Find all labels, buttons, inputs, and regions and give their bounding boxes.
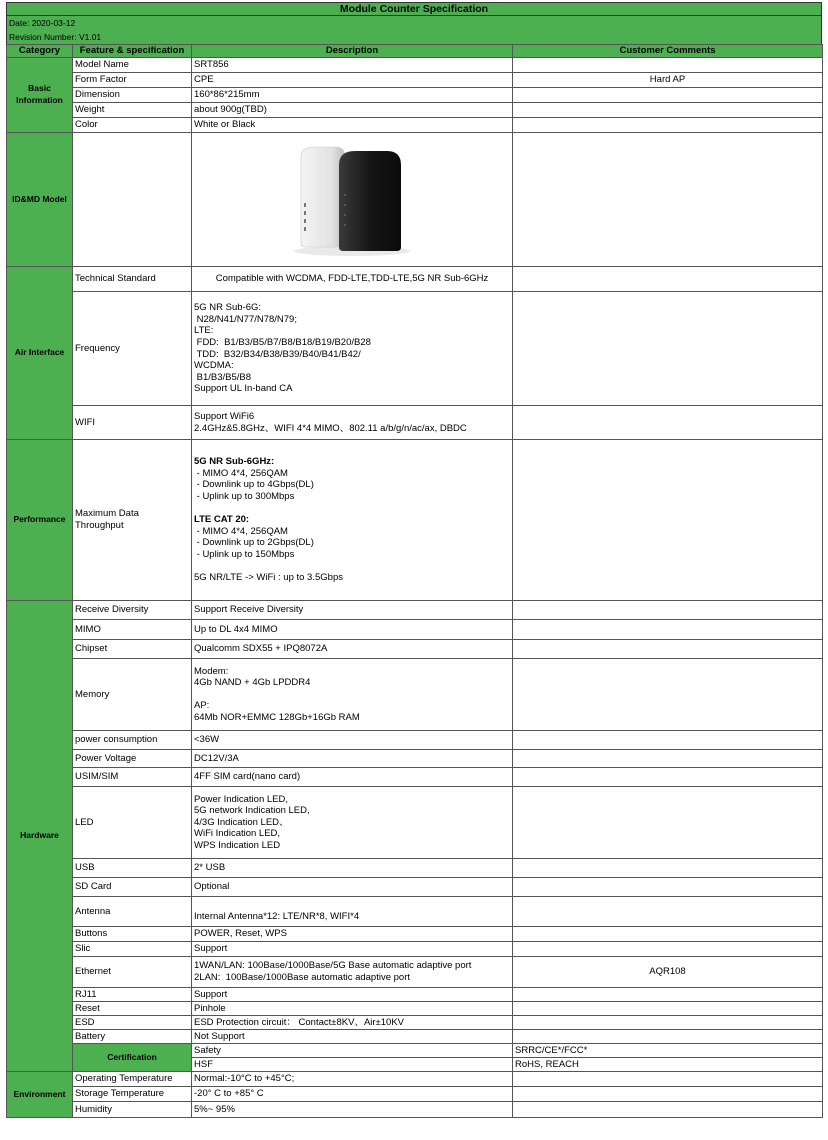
description-cell [192,957,513,988]
text-line: Support UL In-band CA [194,383,293,395]
description-cell: 2* USB [192,859,513,878]
comment-cell: Hard AP [513,73,823,88]
text-line: B1/B3/B5/B8 [194,371,252,383]
description-cell: Internal Antenna*12: LTE/NR*8, WIFI*4 [192,897,513,927]
description-cell: SRT856 [192,58,513,73]
category-hardware: Hardware [7,601,73,1072]
date-value: 2020-03-12 [31,18,76,28]
category-performance: Performance [7,440,73,601]
comment-cell [513,1087,823,1102]
comment-cell [513,659,823,731]
comment-cell [513,1102,823,1118]
comment-cell [513,1002,823,1016]
text-line: FDD: B1/B3/B5/B7/B8/B18/B19/B20/B28 [194,336,371,348]
comment-cell [513,897,823,927]
date-label: Date: [9,18,30,28]
revision-value: V1.01 [78,32,102,42]
table-row [7,988,823,1002]
text-line: 5G NR Sub-6GHz: [194,456,275,468]
feature-cell: Slic [73,942,192,957]
feature-cell: Humidity [73,1102,192,1118]
feature-cell: Maximum Data Throughput [73,440,192,601]
table-row [7,731,823,750]
text-line: 4Gb NAND + 4Gb LPDDR4 [194,677,311,689]
table-row [7,73,823,88]
comment-cell [513,58,823,73]
text-line: Modem: [194,665,229,677]
description-cell: CPE [192,73,513,88]
description-cell: Pinhole [192,1002,513,1016]
description-cell: POWER, Reset, WPS [192,927,513,942]
description-cell: Optional [192,878,513,897]
text-line: Support WiFi6 [194,410,255,422]
text-line: - Uplink up to 150Mbps [194,548,295,560]
description-cell: <36W [192,731,513,750]
feature-cell: Form Factor [73,73,192,88]
text-line: TDD: B32/B34/B38/B39/B40/B41/B42/ [194,348,361,360]
feature-cell: HSF [192,1058,513,1072]
feature-header: Feature & specification [73,45,192,58]
text-line: 1WAN/LAN: 100Base/1000Base/5G Base automatic adaptive port [194,960,472,972]
text-line: - Uplink up to 300Mbps [194,491,295,503]
description-cell: 5%~ 95% [192,1102,513,1118]
feature-cell: Receive Diversity [73,601,192,620]
table-row [7,440,823,601]
description-cell [192,787,513,859]
description-cell: Qualcomm SDX55 + IPQ8072A [192,640,513,659]
comment-cell [513,88,823,103]
table-row [7,640,823,659]
comment-cell [513,1030,823,1044]
description-cell: Support [192,942,513,957]
description-cell: Normal:-10°C to +45°C; [192,1072,513,1087]
spacer-line [194,503,510,515]
feature-cell: Model Name [73,58,192,73]
table-row [7,927,823,942]
feature-cell: Battery [73,1030,192,1044]
text-line: - MIMO 4*4, 256QAM [194,525,288,537]
table-row [7,620,823,640]
text-line: 2.4GHz&5.8GHz、WIFI 4*4 MIMO、802.11 a/b/g/n/ac/ax, DBDC [194,422,467,434]
description-cell: ESD Protection circuit： Contact±8KV、Air±10KV [192,1016,513,1030]
category-air-interface: Air Interface [7,267,73,440]
table-row [7,1087,823,1102]
comments-header: Customer Comments [513,45,823,58]
text-line: 4/3G Indication LED、 [194,816,289,828]
table-row [7,750,823,768]
comment-cell [513,942,823,957]
table-row [7,1016,823,1030]
text-line: - Downlink up to 4Gbps(DL) [194,479,314,491]
feature-cell: LED [73,787,192,859]
table-row [7,1102,823,1118]
feature-cell: Antenna [73,897,192,927]
comment-cell [513,988,823,1002]
description-cell: White or Black [192,118,513,133]
description-cell: RoHS, REACH [513,1058,823,1072]
comment-cell: AQR108 [513,957,823,988]
table-row [7,1002,823,1016]
comment-cell [513,103,823,118]
comment-cell [513,601,823,620]
table-row [7,1072,823,1087]
date-line [6,16,822,30]
feature-cell: SD Card [73,878,192,897]
table-row [7,118,823,133]
feature-cell: Frequency [73,292,192,406]
description-header: Description [192,45,513,58]
feature-cell: Color [73,118,192,133]
text-line: - MIMO 4*4, 256QAM [194,467,288,479]
text-line: 64Mb NOR+EMMC 128Gb+16Gb RAM [194,711,360,723]
text-line: WPS Indication LED [194,839,281,851]
category-id-md-model: ID&MD Model [7,133,73,267]
description-cell: about 900g(TBD) [192,103,513,118]
feature-cell [73,133,192,267]
comment-cell [513,640,823,659]
text-line: Power Indication LED, [194,793,288,805]
feature-cell: Ethernet [73,957,192,988]
description-cell: 160*86*215mm [192,88,513,103]
comment-cell [513,1016,823,1030]
feature-cell: ESD [73,1016,192,1030]
feature-cell: Technical Standard [73,267,192,292]
table-row [7,659,823,731]
table-row [7,942,823,957]
spec-sheet [6,2,822,1118]
feature-cell: Operating Temperature [73,1072,192,1087]
description-cell: Support [192,988,513,1002]
feature-cell: Power Voltage [73,750,192,768]
feature-cell: USB [73,859,192,878]
comment-cell [513,406,823,440]
description-cell: SRRC/CE*/FCC* [513,1044,823,1058]
description-cell [192,659,513,731]
table-row [7,601,823,620]
table-row [7,58,823,73]
table-row [7,1044,823,1058]
feature-cell: Safety [192,1044,513,1058]
feature-cell: MIMO [73,620,192,640]
comment-cell [513,267,823,292]
text-line: WCDMA: [194,360,234,372]
revision-label: Revision Number: [9,32,77,42]
description-cell [192,292,513,406]
category-basic-information: Basic Information [7,58,73,133]
comment-cell [513,620,823,640]
feature-cell: Weight [73,103,192,118]
comment-cell [513,731,823,750]
table-row [7,1030,823,1044]
text-line: 5G NR/LTE -> WiFi : up to 3.5Gbps [194,572,343,584]
product-image-cell [192,133,513,267]
feature-cell: power consumption [73,731,192,750]
table-row [7,88,823,103]
text-line: 2LAN: 100Base/1000Base automatic adaptive port [194,972,411,983]
header-row [7,45,823,58]
feature-cell: USIM/SIM [73,768,192,787]
description-cell: Compatible with WCDMA, FDD-LTE,TDD-LTE,5G NR Sub-6GHz [192,267,513,292]
comment-cell [513,1072,823,1087]
feature-cell: Dimension [73,88,192,103]
comment-cell [513,118,823,133]
description-cell: Support Receive Diversity [192,601,513,620]
table-row [7,787,823,859]
text-line: N28/N41/N77/N78/N79; [194,313,297,325]
comment-cell [513,859,823,878]
feature-cell: Memory [73,659,192,731]
table-row [7,859,823,878]
comment-cell [513,878,823,897]
table-row [7,878,823,897]
description-cell [192,406,513,440]
revision-line [6,30,822,44]
table-row [7,267,823,292]
sheet-title: Module Counter Specification [6,2,822,16]
category-header: Category [7,45,73,58]
feature-cell: Chipset [73,640,192,659]
table-row [7,292,823,406]
text-line: LTE: [194,325,214,337]
comment-cell [513,292,823,406]
text-line: WiFi Indication LED, [194,828,281,840]
comment-cell [513,927,823,942]
feature-cell: Storage Temperature [73,1087,192,1102]
feature-cell: WIFI [73,406,192,440]
comment-cell [513,440,823,601]
spacer-line [194,689,510,701]
description-cell: DC12V/3A [192,750,513,768]
table-row [7,406,823,440]
comment-cell [513,787,823,859]
category-environment: Environment [7,1072,73,1118]
spacer-line [194,561,510,573]
description-cell: Not Support [192,1030,513,1044]
comment-cell [513,133,823,267]
feature-cell: Reset [73,1002,192,1016]
comment-cell [513,768,823,787]
table-row [7,768,823,787]
feature-cell: RJ11 [73,988,192,1002]
description-cell: 4FF SIM card(nano card) [192,768,513,787]
text-line: AP: [194,700,210,712]
spec-table [6,44,823,1118]
text-line: LTE CAT 20: [194,514,250,526]
text-line: 5G NR Sub-6G: [194,302,262,314]
description-cell [192,440,513,601]
text-line: - Downlink up to 2Gbps(DL) [194,537,314,549]
text-line: 5G network Indication LED, [194,805,310,817]
description-cell: Up to DL 4x4 MIMO [192,620,513,640]
comment-cell [513,750,823,768]
description-cell: -20° C to +85° C [192,1087,513,1102]
category-certification: Certification [73,1044,192,1072]
table-row [7,133,823,267]
table-row [7,897,823,927]
table-row [7,957,823,988]
feature-cell: Buttons [73,927,192,942]
table-row [7,103,823,118]
product-image [287,143,417,257]
